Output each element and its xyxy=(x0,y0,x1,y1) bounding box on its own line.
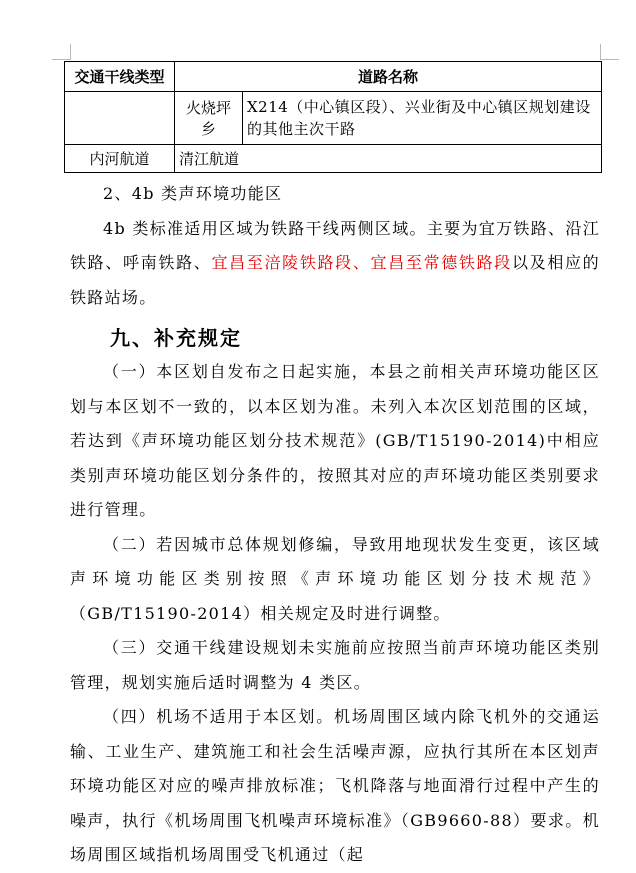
table-row xyxy=(65,145,602,173)
header-line-type: 交通干线类型 xyxy=(65,62,175,92)
traffic-road-table xyxy=(64,61,602,173)
road-names-cell: X214（中心镇区段）、兴业街及中心镇区规划建设的其他主次干路 xyxy=(243,92,602,145)
paragraph: （一）本区划自发布之日起实施，本县之前相关声环境功能区区划与本区划不一致的，以本区划为准。未列入本次区划范围的区域，若达到《声环境功能区划分技术规范》(GB/T15190-2014)中相应类别声环境功能区划分条件的，按照其对应的声环境功能区类别要求进行管理。 xyxy=(70,362,600,519)
paragraph: （三）交通干线建设规划未实施前应按照当前声环境功能区类别管理，规划实施后适时调整为 4 类区。 xyxy=(70,638,600,692)
header-road-name: 道路名称 xyxy=(175,62,602,92)
line-type-cell: 内河航道 xyxy=(65,145,175,173)
crop-mark xyxy=(601,59,619,60)
section-4b-title: 2、4b 类声环境功能区 xyxy=(103,184,283,203)
paragraph: （二）若因城市总体规划修编，导致用地现状发生变更，该区域声环境功能区类别按照《声环境功能区划分技术规范》（GB/T15190-2014）相关规定及时进行调整。 xyxy=(70,534,600,623)
crop-mark xyxy=(70,44,71,60)
body-text: 以及相应的铁路站场。 xyxy=(70,253,600,307)
paragraph: （四）机场不适用于本区划。机场周围区域内除飞机外的交通运输、工业生产、建筑施工和社会生活噪声源，应执行其所在本区划声环境功能区对应的噪声排放标准；飞机降落与地面滑行过程中产生的噪声，执行《机场周围飞机噪声环境标准》（GB9660-88）要求。机场周围区域指机场周围受飞机通过（起 xyxy=(70,707,600,864)
road-names-cell: 清江航道 xyxy=(175,145,602,173)
town-cell: 火烧坪乡 xyxy=(175,92,243,145)
table-header-row xyxy=(65,62,602,92)
document-body xyxy=(70,177,600,873)
table-row xyxy=(65,92,602,145)
body-text: 4b 类标准适用区域为铁路干线两侧区域。主要为宜万铁路、沿江铁路、呼南铁路、 xyxy=(70,218,600,272)
section-9-heading: 九、补充规定 xyxy=(110,326,242,350)
line-type-cell xyxy=(65,92,175,145)
highlighted-railways: 宜昌至涪陵铁路段、宜昌至常德铁路段 xyxy=(211,253,512,272)
section-4b-body xyxy=(70,212,600,316)
crop-mark xyxy=(52,59,70,60)
crop-mark xyxy=(600,44,601,60)
